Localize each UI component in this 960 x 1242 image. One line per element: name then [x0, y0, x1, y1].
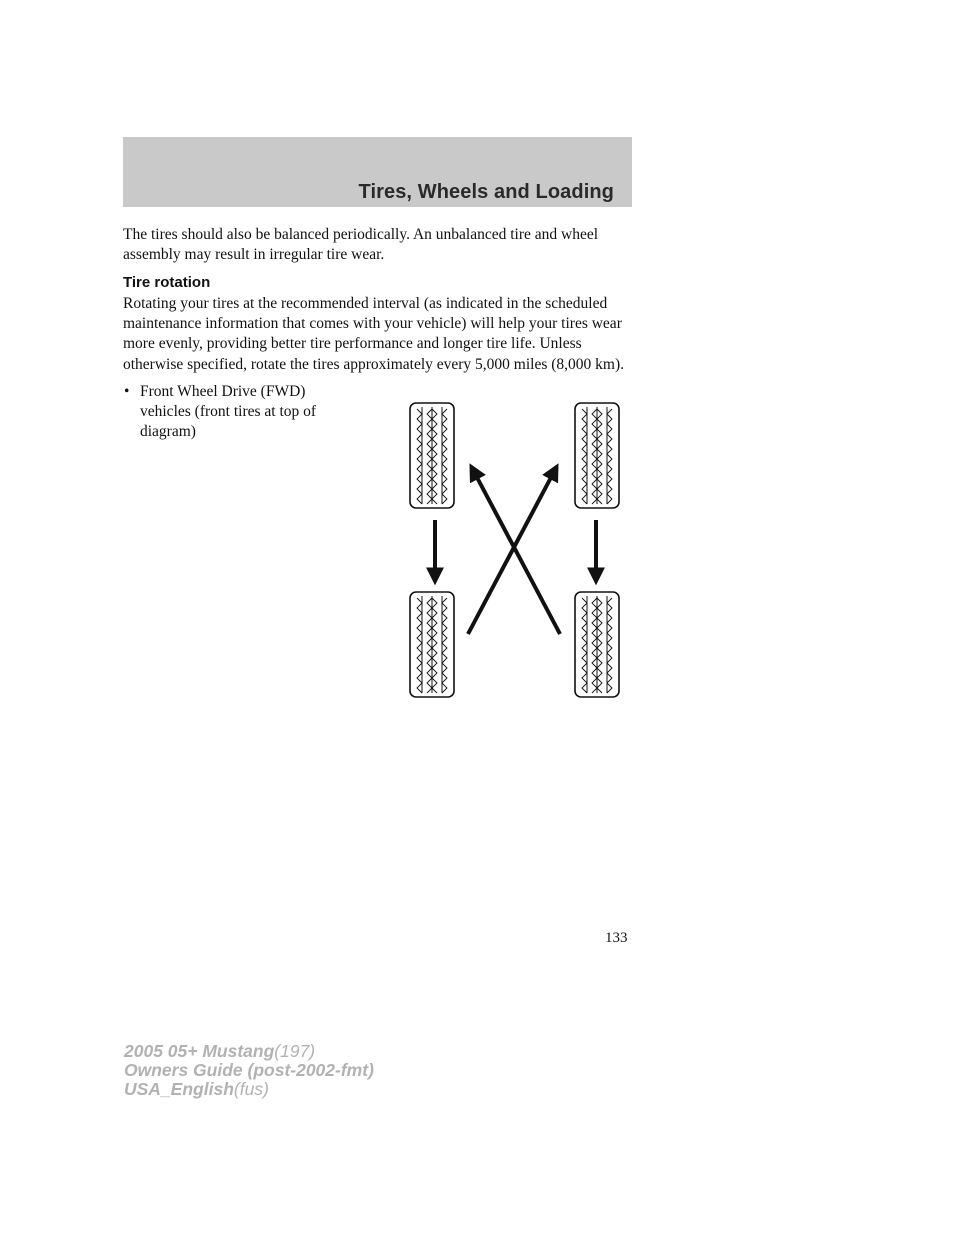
tire-front-right [575, 403, 619, 508]
header-band [123, 137, 632, 207]
bullet-text: Front Wheel Drive (FWD) vehicles (front tires at top of diagram) [140, 383, 317, 441]
footer-line-1 [124, 1042, 374, 1061]
tire-rear-right [575, 592, 619, 697]
footer-language-code: (fus) [233, 1079, 269, 1099]
page-number: 133 [605, 930, 628, 946]
footer-language: USA_English [124, 1079, 234, 1099]
arrow-rear-right-to-front-left [472, 468, 560, 634]
bullet-fwd [123, 382, 353, 443]
footer-vehicle: 2005 05+ Mustang [124, 1041, 275, 1061]
bullet-mark: • [124, 383, 130, 400]
tire-front-left [410, 403, 454, 508]
section-title: Tires, Wheels and Loading [358, 181, 614, 203]
tire-rear-left [410, 592, 454, 697]
tire-rotation-diagram [400, 400, 630, 710]
subheading-tire-rotation: Tire rotation [123, 274, 211, 291]
footer-vehicle-code: (197) [274, 1041, 316, 1061]
footer-line-2: Owners Guide (post-2002-fmt) [124, 1060, 374, 1080]
footer-metadata [124, 1042, 374, 1099]
paragraph-rotation: Rotating your tires at the recommended interval (as indicated in the scheduled maintenance information that comes with your vehicle) will help your tires wear more evenly, providing better tire performance and longer tire life. Unless otherwise specified, rotate the tires approximately every 5,000 miles (8,000 km). [123, 295, 625, 373]
footer-line-3 [124, 1080, 374, 1099]
paragraph-balance: The tires should also be balanced periodically. An unbalanced tire and wheel assembly may result in irregular tire wear. [123, 226, 599, 264]
arrow-rear-left-to-front-right [468, 468, 556, 634]
